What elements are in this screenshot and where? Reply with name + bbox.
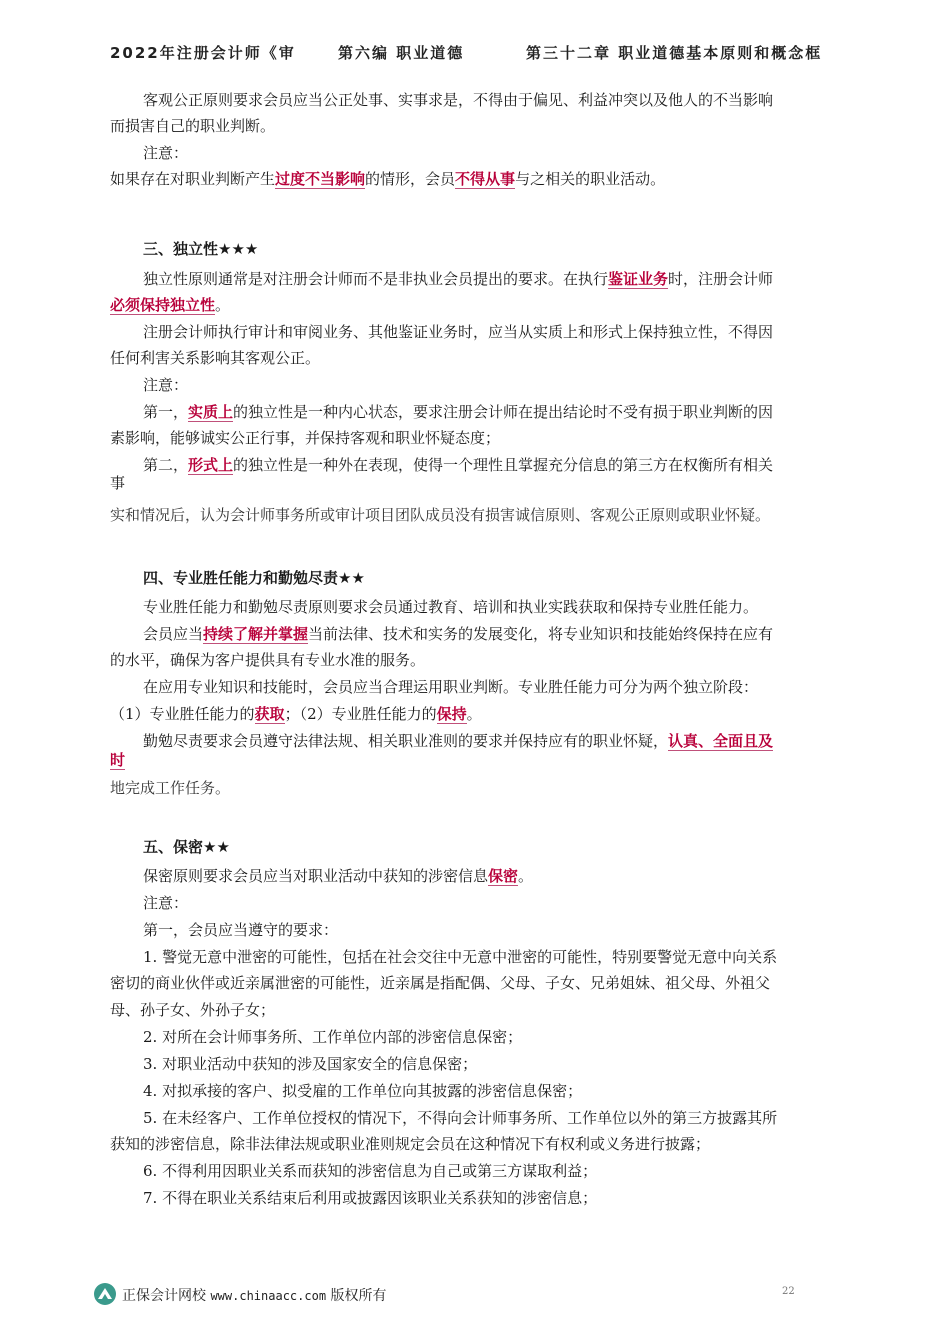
objectivity-para-1-cont: 而损害自己的职业判断。	[110, 117, 276, 135]
list-item-cont: 密切的商业伙伴或近亲属泄密的可能性，近亲属是指配偶、父母、子女、兄弟姐妹、祖父母、外祖父	[110, 974, 771, 992]
emphasis-text: 必须保持独立性	[110, 296, 216, 314]
header-left: 2022年注册会计师《审	[110, 44, 296, 62]
footer-url[interactable]: www.chinaacc.com	[210, 1289, 327, 1303]
emphasis-text: 保持	[436, 705, 467, 723]
list-item: 3. 对职业活动中获知的涉及国家安全的信息保密；	[143, 1055, 478, 1073]
competence-para-2: 会员应当持续了解并掌握当前法律、技术和实务的发展变化，将专业知识和技能始终保持在应有	[143, 625, 774, 643]
competence-para-5-cont	[110, 749, 840, 771]
competence-para-5: 勤勉尽责要求会员遵守法律法规、相关职业准则的要求并保持应有的职业怀疑，认真、全面且及	[143, 732, 774, 750]
section-title-competence: 四、专业胜任能力和勤勉尽责★★	[143, 569, 365, 587]
chinaacc-logo-icon	[93, 1282, 117, 1306]
list-item-cont: 获知的涉密信息，除非法律法规或职业准则规定会员在这种情况下有权利或义务进行披露；	[110, 1135, 711, 1153]
emphasis-text: 不得从事	[455, 170, 516, 188]
independence-para-3-cont: 素影响，能够诚实公正行事，并保持客观和职业怀疑态度；	[110, 429, 501, 447]
confidentiality-first: 第一，会员应当遵守的要求：	[143, 921, 339, 939]
emphasis-text: 形式上	[188, 456, 234, 474]
competence-para-3: 在应用专业知识和技能时，会员应当合理运用职业判断。专业胜任能力可分为两个独立阶段：	[143, 678, 759, 696]
emphasis-text: 时	[110, 751, 126, 769]
independence-para-1: 独立性原则通常是对注册会计师而不是非执业会员提出的要求。在执行鉴证业务时，注册会计师	[143, 270, 774, 288]
competence-para-4: （1）专业胜任能力的获取；（2）专业胜任能力的保持。	[110, 705, 482, 723]
emphasis-text: 实质上	[188, 403, 234, 421]
header-right: 第三十二章 职业道德基本原则和概念框	[526, 44, 823, 62]
list-item: 2. 对所在会计师事务所、工作单位内部的涉密信息保密；	[143, 1028, 523, 1046]
emphasis-text: 获取	[254, 705, 285, 723]
confidentiality-para-1: 保密原则要求会员应当对职业活动中获知的涉密信息保密。	[143, 867, 534, 885]
section-title-independence: 三、独立性★★★	[143, 240, 259, 258]
objectivity-para-1: 客观公正原则要求会员应当公正处事、实事求是，不得由于偏见、利益冲突以及他人的不当影响	[143, 91, 774, 109]
independence-para-2: 注册会计师执行审计和审阅业务、其他鉴证业务时，应当从实质上和形式上保持独立性，不得因	[143, 323, 774, 341]
independence-para-3: 第一，实质上的独立性是一种内心状态，要求注册会计师在提出结论时不受有损于职业判断的因	[143, 403, 774, 421]
clipped-line: 地完成工作任务。	[110, 779, 231, 797]
emphasis-text: 认真、全面且及	[668, 732, 774, 750]
independence-note: 注意：	[143, 376, 189, 394]
list-item-cont: 母、孙子女、外孙子女；	[110, 1001, 276, 1019]
header-mid: 第六编 职业道德	[338, 44, 465, 62]
footer-brand: 正保会计网校	[122, 1288, 206, 1304]
list-item: 5. 在未经客户、工作单位授权的情况下，不得向会计师事务所、工作单位以外的第三方披露其所	[143, 1109, 778, 1127]
objectivity-para-2: 如果存在对职业判断产生过度不当影响的情形，会员不得从事与之相关的职业活动。	[110, 170, 666, 188]
clipped-line: 实和情况后，认为会计师事务所或审计项目团队成员没有损害诚信原则、客观公正原则或职业怀疑。	[110, 506, 771, 524]
footer-text	[122, 1285, 387, 1305]
competence-para-2-cont: 的水平，确保为客户提供具有专业水准的服务。	[110, 651, 426, 669]
independence-para-4: 第二，形式上的独立性是一种外在表现，使得一个理性且掌握充分信息的第三方在权衡所有相关	[143, 456, 774, 474]
page-number: 22	[782, 1286, 795, 1297]
list-item: 6. 不得利用因职业关系而获知的涉密信息为自己或第三方谋取利益；	[143, 1162, 598, 1180]
objectivity-note: 注意：	[143, 144, 189, 162]
page-header	[110, 38, 840, 62]
independence-para-4-cont: 事	[110, 474, 126, 492]
list-item: 1. 警觉无意中泄密的可能性，包括在社会交往中无意中泄密的可能性，特别要警觉无意中向关系	[143, 948, 778, 966]
emphasis-text: 鉴证业务	[608, 270, 669, 288]
section-title-confidentiality: 五、保密★★	[143, 838, 230, 856]
confidentiality-note: 注意：	[143, 894, 189, 912]
independence-para-2-cont: 任何利害关系影响其客观公正。	[110, 349, 321, 367]
list-item: 4. 对拟承接的客户、拟受雇的工作单位向其披露的涉密信息保密；	[143, 1082, 583, 1100]
list-item: 7. 不得在职业关系结束后利用或披露因该职业关系获知的涉密信息；	[143, 1189, 598, 1207]
competence-para-1: 专业胜任能力和勤勉尽责原则要求会员通过教育、培训和执业实践获取和保持专业胜任能力。	[143, 598, 759, 616]
independence-para-1-cont: 必须保持独立性。	[110, 296, 231, 314]
emphasis-text: 过度不当影响	[275, 170, 366, 188]
footer-rights: 版权所有	[330, 1288, 387, 1304]
emphasis-text: 保密	[488, 867, 519, 885]
emphasis-text: 持续了解并掌握	[203, 625, 309, 643]
